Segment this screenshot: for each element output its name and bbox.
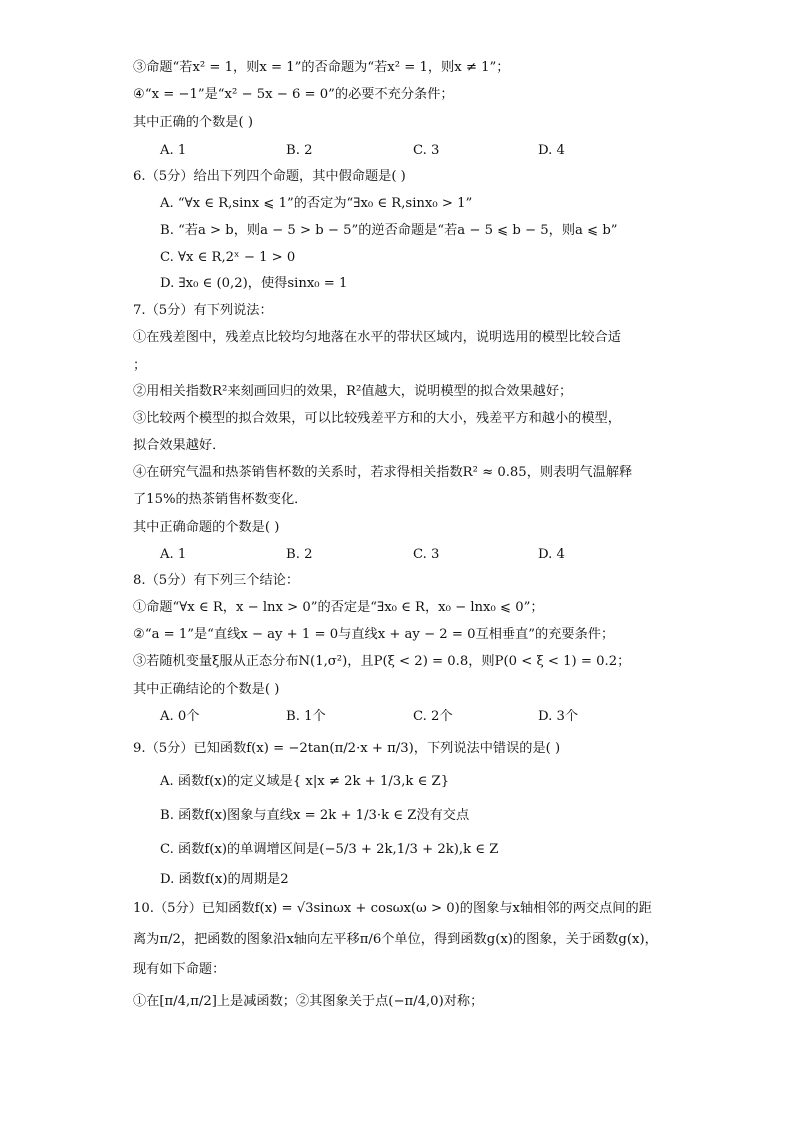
q7-statement-1-cont: ；	[133, 358, 147, 373]
q7-statement-1: ①在残差图中，残差点比较均匀地落在水平的带状区域内，说明选用的模型比较合适	[133, 330, 621, 345]
option-b: B. 1个	[286, 709, 326, 724]
question-7: 7.（5分）有下列说法：	[133, 303, 273, 318]
q8-statement-3: ③若随机变量ξ服从正态分布N(1,σ²)，且P(ξ < 2) = 0.8，则P(0 < ξ < 1) = 0.2；	[133, 654, 631, 669]
question-6: 6.（5分）给出下列四个命题，其中假命题是( )	[133, 169, 406, 184]
q9-option-a: A. 函数f(x)的定义域是{ x|x ≠ 2k + 1/3,k ∈ Z}	[160, 774, 450, 789]
option-a: A. 0个	[160, 709, 200, 724]
question-10-cont2: 现有如下命题：	[133, 962, 226, 977]
option-d: D. 3个	[538, 709, 579, 724]
option-b: B. 2	[286, 143, 313, 158]
option-a: A. 1	[160, 547, 187, 562]
q9-option-c: C. 函数f(x)的单调增区间是(−5/3 + 2k,1/3 + 2k),k ∈ Z	[160, 842, 499, 857]
q7-statement-2: ②用相关指数R²来刻画回归的效果，R²值越大，说明模型的拟合效果越好；	[133, 384, 573, 399]
q7-statement-4: ④在研究气温和热茶销售杯数的关系时，若求得相关指数R² ≈ 0.85，则表明气温解释	[133, 465, 633, 480]
question-prompt: 其中正确的个数是( )	[133, 115, 253, 130]
question-10-cont: 离为π/2，把函数的图象沿x轴向左平移π/6个单位，得到函数g(x)的图象，关于函数g(x)，	[133, 932, 658, 947]
q7-statement-4-cont: 了15%的热茶销售杯数变化．	[133, 492, 308, 507]
q6-option-a: A. “∀x ∈ R,sinx ⩽ 1”的否定为“∃x₀ ∈ R,sinx₀ > 1”	[160, 196, 473, 211]
option-d: D. 4	[538, 547, 565, 562]
q9-option-d: D. 函数f(x)的周期是2	[160, 872, 289, 887]
q7-statement-3: ③比较两个模型的拟合效果，可以比较残差平方和的大小，残差平方和越小的模型，	[133, 411, 621, 426]
option-c: C. 3	[413, 143, 440, 158]
q6-option-b: B. “若a > b，则a − 5 > b − 5”的逆否命题是“若a − 5 ⩽ b − 5，则a ⩽ b”	[160, 223, 618, 238]
q8-prompt: 其中正确结论的个数是( )	[133, 682, 280, 697]
question-8: 8.（5分）有下列三个结论：	[133, 573, 300, 588]
q8-statement-2: ②“a = 1”是“直线x − ay + 1 = 0与直线x + ay − 2 = 0互相垂直”的充要条件；	[133, 627, 615, 642]
q7-statement-3-cont: 拟合效果越好．	[133, 438, 226, 453]
q6-option-c: C. ∀x ∈ R,2ˣ − 1 > 0	[160, 250, 296, 265]
q8-statement-1: ①命题“∀x ∈ R，x − lnx > 0”的否定是“∃x₀ ∈ R，x₀ − lnx₀ ⩽ 0”；	[133, 600, 544, 615]
q6-option-d: D. ∃x₀ ∈ (0,2)，使得sinx₀ = 1	[160, 276, 348, 291]
question-9: 9.（5分）已知函数f(x) = −2tan(π/2·x + π/3)，下列说法中错误的是( )	[133, 741, 561, 756]
option-d: D. 4	[538, 143, 565, 158]
question-10: 10.（5分）已知函数f(x) = √3sinωx + cosωx(ω > 0)的图象与x轴相邻的两交点间的距	[133, 901, 652, 916]
option-b: B. 2	[286, 547, 313, 562]
q9-option-b: B. 函数f(x)图象与直线x = 2k + 1/3·k ∈ Z没有交点	[160, 808, 470, 823]
q10-statements: ①在[π/4,π/2]上是减函数；②其图象关于点(−π/4,0)对称；	[133, 994, 484, 1009]
option-c: C. 3	[413, 547, 440, 562]
q7-prompt: 其中正确命题的个数是( )	[133, 520, 280, 535]
option-a: A. 1	[160, 143, 187, 158]
statement-3: ③命题“若x² = 1，则x = 1”的否命题为“若x² = 1，则x ≠ 1”；	[133, 60, 510, 75]
option-c: C. 2个	[413, 709, 453, 724]
statement-4: ④“x = −1”是“x² − 5x − 6 = 0”的必要不充分条件；	[133, 87, 454, 102]
